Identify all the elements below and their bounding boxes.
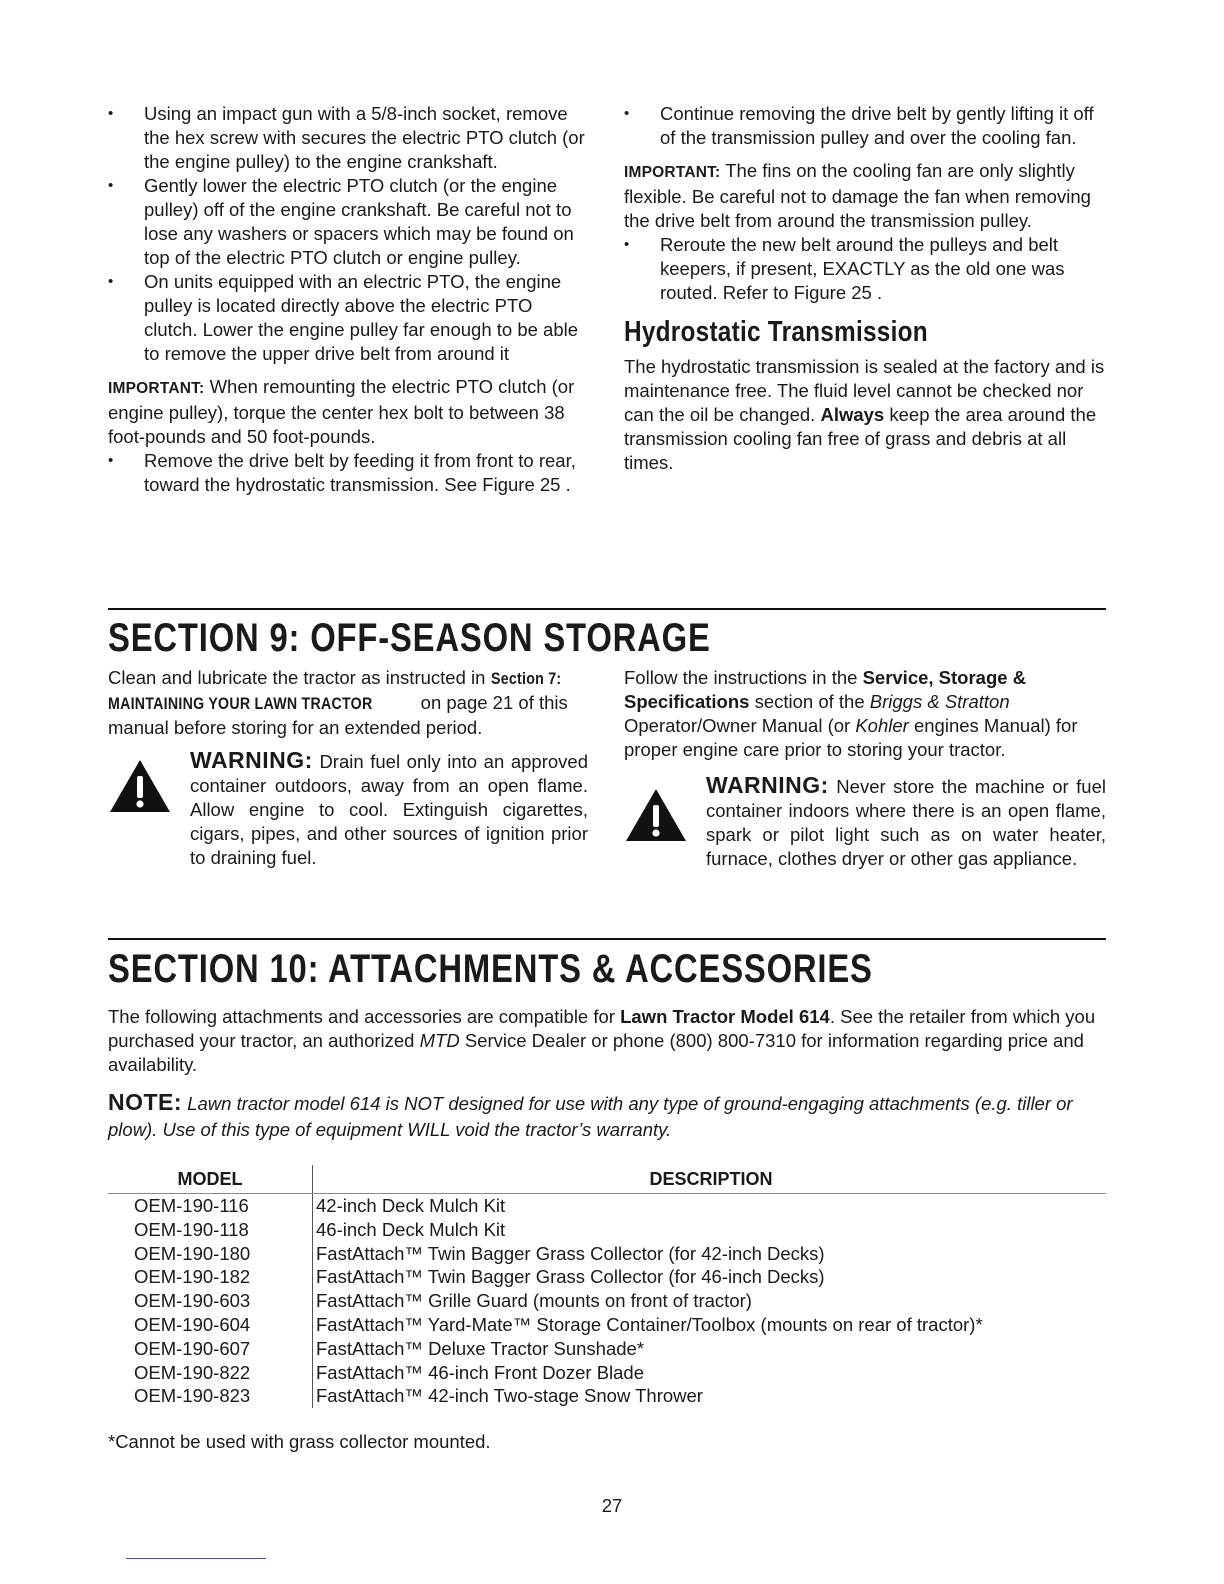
important-text: When remounting the electric PTO clutch (or engine pulley), torque the center hex bolt to between 38 foot-pounds and 50 foot-pounds. — [108, 376, 575, 447]
paragraph-text: Operator/Owner Manual (or — [624, 715, 851, 736]
model-cell: OEM-190-118 — [134, 1218, 249, 1240]
model-cell: OEM-190-182 — [134, 1266, 251, 1288]
table-row — [108, 1218, 1106, 1242]
list-item: • Reroute the new belt around the pulleys and belt keepers, if present, EXACTLY as the old one was routed. Refer to Figure 25 . — [624, 233, 1106, 305]
section-divider — [108, 608, 1106, 610]
section-reference: Section 7: — [490, 670, 561, 688]
model-cell: OEM-190-116 — [134, 1195, 249, 1216]
warning-body: Drain fuel only into an approved container outdoors, away from an open flame. Allow engine to cool. Extinguish cigarettes, cigars, pipes, and other sources of ignition prior to draining fuel. — [190, 751, 588, 868]
footnote: *Cannot be used with grass collector mounted. — [108, 1431, 491, 1452]
paragraph-bold: Service, Storage & Specifications — [624, 667, 1027, 712]
paragraph-text: on page 21 of this manual before storing for an extended period. — [108, 692, 568, 738]
table-row — [108, 1194, 1106, 1218]
model-cell: OEM-190-603 — [134, 1290, 251, 1312]
model-cell: OEM-190-180 — [134, 1242, 251, 1264]
list-item: • On units equipped with an electric PTO, the engine pulley is located directly above the electric PTO clutch. Lower the engine pulley far enough to be able to remove the upper drive belt from around it — [108, 270, 590, 366]
description-cell: FastAttach™ Twin Bagger Grass Collector (for 42-inch Decks) — [313, 1242, 1107, 1266]
important-note — [108, 375, 590, 449]
column-header-model: MODEL — [108, 1165, 313, 1194]
table-row — [108, 1313, 1106, 1337]
paragraph-italic: MTD — [419, 1030, 460, 1051]
paragraph-text: . See the retailer from which you purchased your tractor, an authorized — [108, 1006, 1096, 1051]
table-row — [108, 1337, 1106, 1361]
table-row — [108, 1289, 1106, 1313]
list-item: • Remove the drive belt by feeding it from front to rear, toward the hydrostatic transmission. See Figure 25 . — [108, 449, 590, 497]
warning-box — [624, 773, 1106, 903]
bullet-list — [624, 102, 1106, 150]
model-cell: OEM-190-822 — [134, 1361, 251, 1383]
column-header-description: DESCRIPTION — [313, 1165, 1107, 1194]
paragraph-text: Clean and lubricate the tractor as instructed in — [108, 667, 486, 688]
paragraph-text: engines Manual) for proper engine care prior to storing your tractor. — [624, 715, 1078, 760]
note-label: NOTE: — [108, 1089, 183, 1115]
warning-text — [706, 773, 1106, 871]
list-item: • Continue removing the drive belt by gently lifting it off of the transmission pulley and over the cooling fan. — [624, 102, 1106, 150]
description-cell: 42-inch Deck Mulch Kit — [313, 1194, 1107, 1218]
footer-link-underline — [126, 1558, 266, 1559]
important-note — [624, 159, 1106, 233]
important-label: IMPORTANT: — [624, 164, 721, 181]
table-row — [108, 1242, 1106, 1266]
section10-intro — [108, 1005, 1098, 1077]
description-cell: FastAttach™ Twin Bagger Grass Collector (for 46-inch Decks) — [313, 1265, 1107, 1289]
model-cell: OEM-190-823 — [134, 1385, 251, 1407]
note-block — [108, 1089, 1108, 1143]
description-cell: FastAttach™ Grille Guard (mounts on front of tractor) — [313, 1289, 1107, 1313]
description-cell: FastAttach™ 42-inch Two-stage Snow Thrower — [313, 1384, 1107, 1408]
section9-left-paragraph — [108, 666, 590, 740]
paragraph-text: The hydrostatic transmission is sealed at the factory and is maintenance free. The fluid level cannot be checked nor can the oil be changed. — [624, 356, 1105, 425]
warning-label: WARNING: — [706, 772, 829, 798]
bullet-list — [624, 233, 1106, 305]
table-header-row — [108, 1165, 1106, 1194]
table-row — [108, 1384, 1106, 1408]
section9-right-paragraph — [624, 666, 1108, 762]
paragraph-text: Service Dealer or phone (800) 800-7310 for information regarding price and availability. — [108, 1030, 1084, 1075]
bullet-list — [108, 449, 590, 497]
section-divider — [108, 938, 1106, 940]
top-left-column — [108, 102, 590, 497]
list-item: • Using an impact gun with a 5/8-inch socket, remove the hex screw with secures the electric PTO clutch (or the engine pulley) to the engine crankshaft. — [108, 102, 590, 174]
description-cell: FastAttach™ Deluxe Tractor Sunshade* — [313, 1337, 1107, 1361]
description-cell: 46-inch Deck Mulch Kit — [313, 1218, 1107, 1242]
model-cell: OEM-190-604 — [134, 1313, 251, 1335]
list-item: • Gently lower the electric PTO clutch (or the engine pulley) off of the engine crankshaft. Be careful not to lose any washers or spacers which may be found on top of the electric PTO clutch or engine pulley. — [108, 174, 590, 270]
description-cell: FastAttach™ 46-inch Front Dozer Blade — [313, 1361, 1107, 1385]
warning-body: Never store the machine or fuel container indoors where there is an open flame, spark or pilot light such as on water heater, furnace, clothes dryer or other gas appliance. — [706, 776, 1106, 869]
note-text: Lawn tractor model 614 is NOT designed for use with any type of ground-engaging attachments (e.g. tiller or plow). Use of this type of equipment WILL void the tractor’s warranty. — [108, 1093, 1073, 1140]
paragraph-text: keep the area around the transmission cooling fan free of grass and debris at all times. — [624, 404, 1097, 473]
top-right-column — [624, 102, 1106, 475]
paragraph-italic: Kohler — [855, 715, 909, 736]
warning-text — [190, 748, 588, 870]
section-reference: MAINTAINING YOUR LAWN TRACTOR — [108, 695, 373, 713]
warning-label: WARNING: — [190, 747, 313, 773]
page-number: 27 — [601, 1495, 623, 1516]
paragraph-bold: Lawn Tractor Model 614 — [620, 1006, 830, 1027]
section10-title: SECTION 10: ATTACHMENTS & ACCESSORIES — [108, 947, 873, 991]
paragraph-text: Follow the instructions in the — [624, 667, 858, 688]
description-cell: FastAttach™ Yard-Mate™ Storage Container/Toolbox (mounts on rear of tractor)* — [313, 1313, 1107, 1337]
important-text: The fins on the cooling fan are only slightly flexible. Be careful not to damage the fan when removing the drive belt from around the transmission pulley. — [624, 160, 1091, 231]
paragraph-italic: Briggs & Stratton — [869, 691, 1010, 712]
paragraph-text: The following attachments and accessories are compatible for — [108, 1006, 615, 1027]
table-row — [108, 1265, 1106, 1289]
warning-triangle-icon — [624, 787, 688, 843]
model-cell: OEM-190-607 — [134, 1337, 251, 1359]
paragraph-bold: Always — [820, 404, 885, 425]
warning-box — [108, 748, 590, 878]
important-label: IMPORTANT: — [108, 380, 205, 397]
paragraph-text: section of the — [754, 691, 865, 712]
warning-triangle-icon — [108, 758, 172, 814]
section9-title: SECTION 9: OFF-SEASON STORAGE — [108, 616, 711, 660]
hydrostatic-paragraph — [624, 355, 1106, 475]
bullet-list — [108, 102, 590, 366]
table-row — [108, 1361, 1106, 1385]
hydrostatic-heading: Hydrostatic Transmission — [624, 316, 928, 348]
accessories-table — [108, 1165, 1106, 1408]
